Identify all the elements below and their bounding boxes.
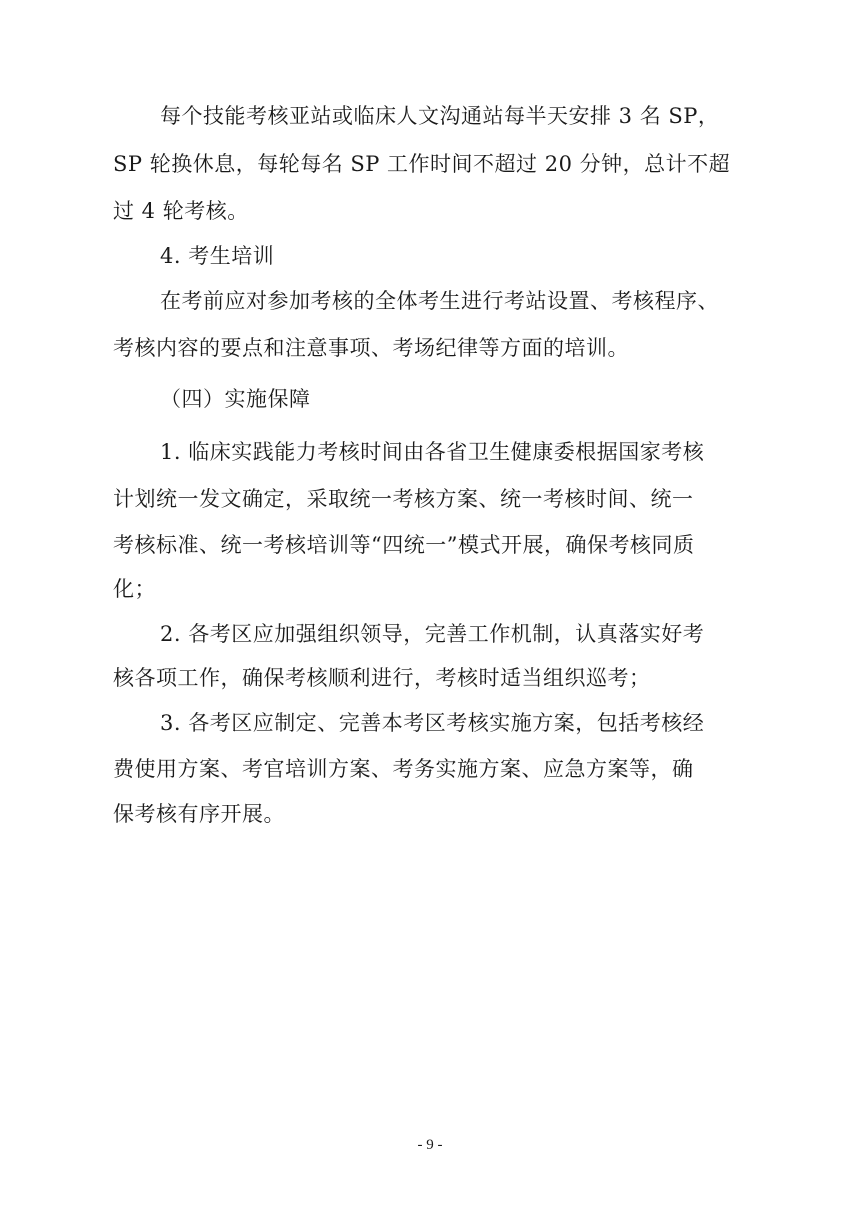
paragraph-line: 考核内容的要点和注意事项、考场纪律等方面的培训。: [113, 336, 629, 360]
paragraph-line: 核各项工作，确保考核顺利进行，考核时适当组织巡考；: [113, 666, 651, 690]
section-heading: （四）实施保障: [160, 387, 311, 411]
section-heading: 4. 考生培训: [160, 244, 275, 268]
paragraph-line: 2. 各考区应加强组织领导，完善工作机制，认真落实好考: [160, 622, 705, 646]
paragraph-line: 1. 临床实践能力考核时间由各省卫生健康委根据国家考核: [160, 440, 705, 464]
paragraph-line: 化；: [113, 577, 156, 601]
paragraph-line: SP 轮换休息，每轮每名 SP 工作时间不超过 20 分钟，总计不超: [113, 152, 731, 176]
paragraph-line: 3. 各考区应制定、完善本考区考核实施方案，包括考核经: [160, 711, 705, 735]
paragraph-line: 保考核有序开展。: [113, 802, 285, 826]
paragraph-line: 费使用方案、考官培训方案、考务实施方案、应急方案等，确: [113, 757, 694, 781]
paragraph-line: 过 4 轮考核。: [113, 199, 249, 223]
paragraph-line: 每个技能考核亚站或临床人文沟通站每半天安排 3 名 SP，: [160, 104, 720, 128]
paragraph-line: 在考前应对参加考核的全体考生进行考站设置、考核程序、: [160, 289, 719, 313]
paragraph-line: 计划统一发文确定，采取统一考核方案、统一考核时间、统一: [113, 487, 694, 511]
page-number: - 9 -: [417, 1137, 443, 1153]
paragraph-line: 考核标准、统一考核培训等“四统一”模式开展，确保考核同质: [113, 533, 695, 557]
